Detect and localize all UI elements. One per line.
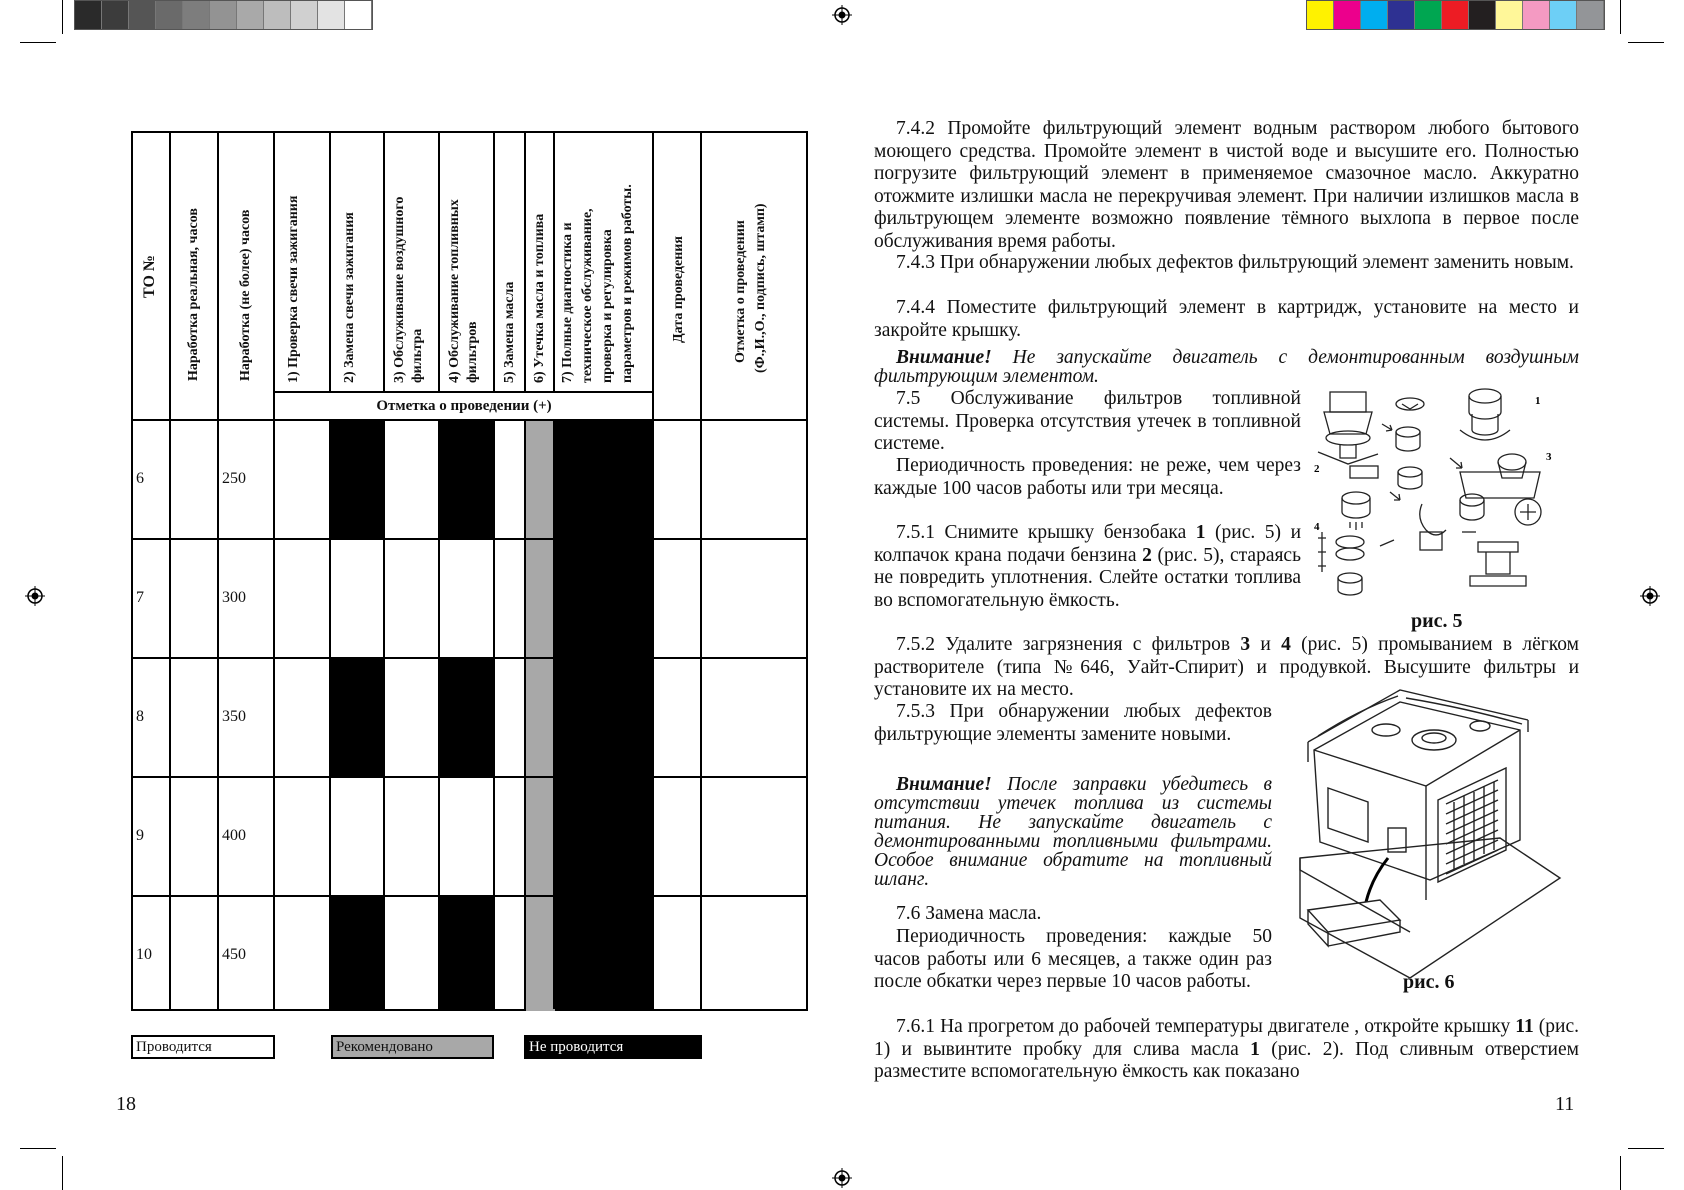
header-oil-change: 5) Замена масла: [502, 281, 517, 383]
header-check-spark-plug: 1) Проверка свечи зажигания: [286, 195, 301, 383]
row-hours: 400: [222, 827, 246, 844]
header-full-diag-line3: проверка и регулировка: [600, 229, 615, 383]
header-mark-line1: Отметка о проведении: [733, 220, 748, 363]
registration-mark-icon: [832, 5, 852, 25]
legend-done: Проводится: [131, 1035, 275, 1059]
paragraph-7-5-1: 7.5.1 Снимите крышку бензобака 1 (рис. 5) и колпачок крана подачи бензина 2 (рис. 5), стараясь не повредить уплотнения. Слейте остатки топлива во вспомогательную ёмкость.: [874, 522, 1302, 611]
header-actual-hours: Наработка реальная, часов: [186, 208, 201, 381]
paragraph-7-5-period: Периодичность проведения: не реже, чем через каждые 100 часов работы или три месяца.: [874, 455, 1301, 499]
paragraph-7-6: 7.6 Замена масла.: [896, 903, 1042, 924]
registration-mark-icon: [1640, 586, 1660, 606]
warning-air-filter: Внимание! Не запускайте двигатель с демонтированным воздушным фильтрующим элементом.: [874, 347, 1579, 387]
crop-mark: [1628, 42, 1664, 43]
column-recommended: [526, 420, 555, 1011]
maintenance-table: [131, 131, 808, 1011]
header-full-diag-line1: 7) Полные диагностика и: [560, 222, 575, 383]
legend-not-done: Не проводится: [524, 1035, 702, 1059]
fig5-label-1: 1: [1535, 395, 1541, 407]
cell-not-done: [331, 896, 385, 1011]
crop-mark: [1620, 0, 1621, 34]
paragraph-7-6-1: 7.6.1 На прогретом до рабочей температуры двигателе , откройте крышку 11 (рис. 1) и вывинтите пробку для слива масла 1 (рис. 2). Под сливным отверстием разместите вспомогательную ёмкость как показано: [874, 1016, 1579, 1082]
registration-mark-icon: [832, 1168, 852, 1188]
header-air-filter-line2: фильтра: [410, 328, 425, 383]
fig5-label-4: 4: [1314, 521, 1320, 533]
header-fuel-filter-line2: фильтров: [465, 321, 480, 383]
header-full-diag-line2: техническое обслуживание,: [580, 208, 595, 383]
paragraph-7-5: 7.5 Обслуживание фильтров топливной системы. Проверка отсутствия утечек в топливной системе.: [874, 388, 1301, 454]
fig5-label-2: 2: [1314, 463, 1320, 475]
registration-mark-icon: [25, 586, 45, 606]
figure-5-caption: рис. 5: [1411, 610, 1463, 632]
header-fuel-filter-line1: 4) Обслуживание топливных: [447, 199, 462, 383]
cell-not-done: [331, 420, 385, 539]
row-hours: 350: [222, 708, 246, 725]
paragraph-7-6-period: Периодичность проведения: каждые 50 часов работы или 6 месяцев, а также один раз после обкатки через первые 10 часов работы.: [874, 926, 1272, 992]
warning-fuel-leak: Внимание! После заправки убедитесь в отсутствии утечек топлива из системы питания. Не запускайте двигатель с демонтированными топливными фильтрами. Особое внимание обратите на топливный шланг.: [874, 774, 1272, 890]
row-to-number: 9: [136, 827, 144, 844]
cell-not-done: [440, 420, 495, 539]
header-replace-spark-plug: 2) Замена свечи зажигания: [342, 212, 357, 383]
paragraph-7-5-2: 7.5.2 Удалите загрязнения с фильтров 3 и 4 (рис. 5) промыванием в лёгком растворителе (типа №646, Уайт-Спирит) и продувкой. Высушите фильтры и установите их на место.: [874, 634, 1579, 700]
header-full-diag-line4: параметров и режимов работы.: [620, 184, 635, 383]
paragraph-7-4-2: 7.4.2 Промойте фильтрующий элемент водным раствором любого бытового моющего средства. Промойте элемент в чистой воде и высушите его. Полностью погрузите фильтрующий элемент в применяемое смазочное масло. Аккуратно отожмите излишки масла не перекручивая элемент. При наличии излишков масла в фильтрующем элементе возможно появление тёмного выхлопа в первое после обслуживания время работы.: [874, 118, 1579, 252]
crop-mark: [62, 1156, 63, 1190]
crop-mark: [20, 1148, 56, 1149]
cell-not-done: [331, 658, 385, 777]
paragraph-7-4-4: 7.4.4 Поместите фильтрующий элемент в картридж, установите на место и закройте крышку.: [874, 297, 1579, 341]
row-to-number: 6: [136, 470, 144, 487]
generator-oil-drain-diagram: [1288, 688, 1578, 978]
header-mark-line2: (Ф.,И.,О., подпись, штамп): [753, 203, 768, 373]
header-max-hours: Наработка (не более) часов: [238, 209, 253, 381]
paragraph-7-5-3: 7.5.3 При обнаружении любых дефектов фильтрующие элементы замените новыми.: [874, 701, 1272, 745]
row-to-number: 7: [136, 589, 144, 606]
figure-6-caption: рис. 6: [1403, 971, 1455, 993]
header-air-filter-line1: 3) Обслуживание воздушного: [392, 196, 407, 383]
crop-mark: [1628, 1148, 1664, 1149]
page-number-right: 11: [1555, 1093, 1575, 1115]
row-hours: 300: [222, 589, 246, 606]
legend-recommended: Рекомендовано: [331, 1035, 494, 1059]
page-number-left: 18: [116, 1093, 136, 1115]
header-group-label: Отметка о проведении (+): [376, 398, 552, 414]
paragraph-7-4-3: 7.4.3 При обнаружении любых дефектов фильтрующий элемент заменить новым.: [896, 252, 1574, 273]
crop-mark: [62, 0, 63, 34]
row-to-number: 10: [136, 946, 152, 963]
column-not-done: [555, 420, 653, 1011]
fig5-label-3: 3: [1546, 451, 1552, 463]
row-hours: 450: [222, 946, 246, 963]
cell-not-done: [440, 658, 495, 777]
cell-not-done: [440, 896, 495, 1011]
color-bar: [1306, 0, 1605, 30]
row-hours: 250: [222, 470, 246, 487]
crop-mark: [1620, 1156, 1621, 1190]
grayscale-bar: [74, 0, 373, 30]
header-to-number: ТО №: [141, 255, 158, 298]
header-oil-fuel-leak: 6) Утечка масла и топлива: [532, 213, 547, 383]
header-date: Дата проведения: [671, 236, 686, 343]
row-to-number: 8: [136, 708, 144, 725]
fuel-filter-diagram: [1310, 382, 1572, 614]
crop-mark: [20, 42, 56, 43]
